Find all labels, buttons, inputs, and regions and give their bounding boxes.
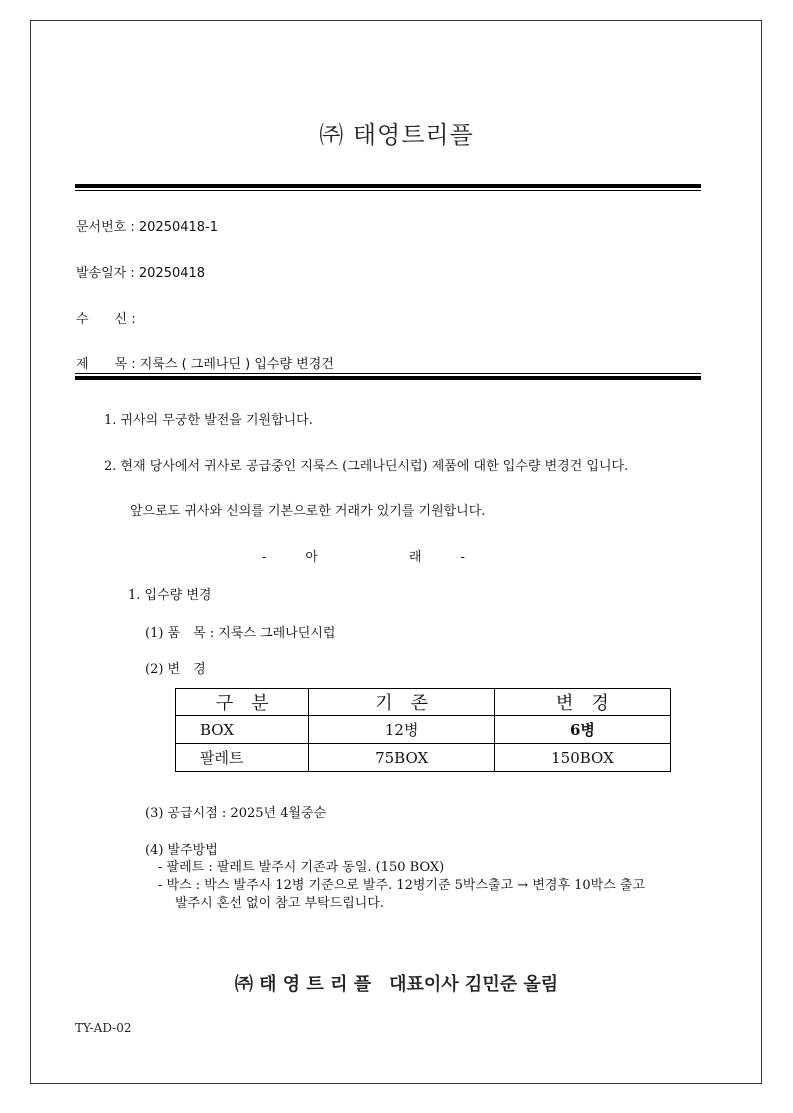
table-cell: 75BOX: [309, 744, 494, 772]
paragraph-2: 2. 현재 당사에서 귀사로 공급중인 지룩스 (그레나딘시럽) 제품에 대한 입수량 변경건 입니다.: [104, 459, 629, 474]
table-cell: 팔레트: [176, 744, 309, 772]
order-method-box: - 박스 : 박스 발주시 12병 기준으로 발주. 12병기준 5박스출고 → 변경후 10박스 출고: [158, 878, 646, 893]
table-cell-highlight: 6병: [494, 716, 670, 744]
recipient-label: 수 신: [76, 312, 128, 327]
table-header-cell: 구 분: [176, 689, 309, 716]
doc-number-line: 문서번호 : 20250418-1: [76, 220, 219, 235]
paragraph-1: 1. 귀사의 무궁한 발전을 기원합니다.: [104, 413, 313, 428]
table-header-cell: 기 존: [309, 689, 494, 716]
form-code: TY-AD-02: [75, 1021, 132, 1035]
doc-number-label: 문서번호: [76, 220, 127, 235]
subject-rule-thick: [75, 376, 701, 380]
title-rule-thin: [75, 190, 701, 191]
change-table: [175, 688, 671, 772]
item-product: (1) 품 목 : 지룩스 그레나딘시럽: [145, 626, 336, 641]
item-order-method: (4) 발주방법: [145, 843, 218, 858]
send-date-value: 20250418: [138, 266, 206, 281]
ahrae-heading: - 아 래 -: [262, 550, 465, 565]
company-title: ㈜ 태영트리플: [319, 121, 474, 149]
title-rule-thick: [75, 184, 701, 188]
order-method-pallet: - 팔레트 : 팔레트 발주시 기존과 동일. (150 BOX): [158, 860, 445, 875]
subject-rule-thin: [75, 373, 701, 374]
section-1-heading: 1. 입수량 변경: [128, 588, 212, 603]
subject-label: 제 목: [76, 357, 128, 372]
paragraph-3: 앞으로도 귀사와 신의를 기본으로한 거래가 있기를 기원합니다.: [130, 504, 486, 519]
send-date-label: 발송일자: [76, 266, 127, 281]
table-row: [176, 744, 671, 772]
item-change: (2) 변 경: [145, 662, 206, 677]
recipient-line: 수 신 :: [76, 312, 136, 327]
table-header-cell: 변 경: [494, 689, 670, 716]
order-method-note: 발주시 혼선 없이 참고 부탁드립니다.: [175, 896, 385, 911]
table-cell: 12병: [309, 716, 494, 744]
table-row: [176, 716, 671, 744]
item-supply-date: (3) 공급시점 : 2025년 4월중순: [145, 806, 327, 821]
table-cell: BOX: [176, 716, 309, 744]
table-header-row: [176, 689, 671, 716]
table-cell-highlight: 150BOX: [494, 744, 670, 772]
subject-line: 제 목 : 지룩스 ( 그레나딘 ) 입수량 변경건: [76, 357, 334, 372]
signature-line: ㈜ 태 영 트 리 플 대표이사 김민준 올림: [234, 974, 559, 995]
subject-value: 지룩스 ( 그레나딘 ) 입수량 변경건: [139, 357, 334, 372]
doc-number-value: 20250418-1: [138, 220, 219, 235]
send-date-line: 발송일자 : 20250418: [76, 266, 206, 281]
